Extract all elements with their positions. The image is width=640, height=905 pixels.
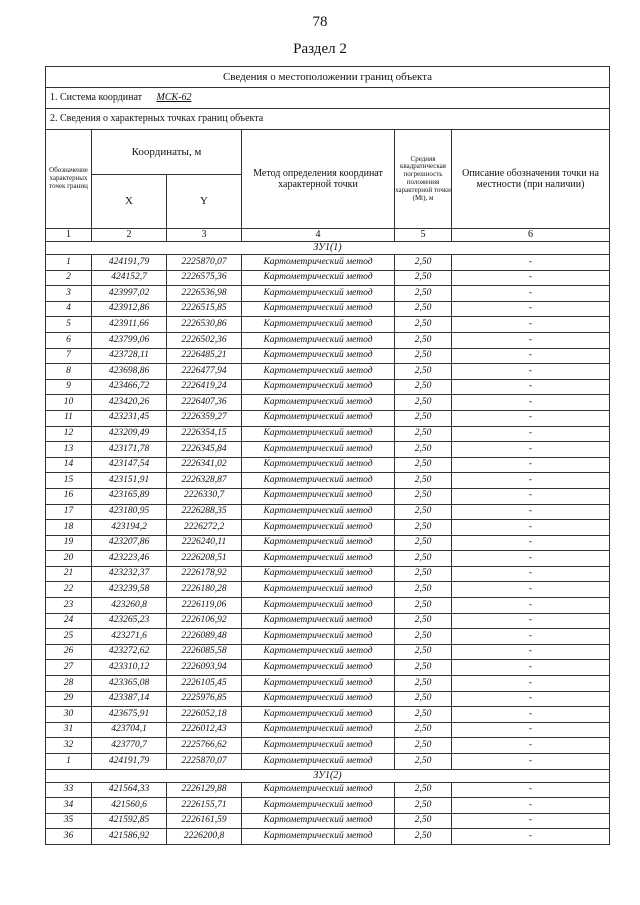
x-cell: 421592,85	[92, 813, 167, 829]
method-cell: Картометрический метод	[242, 457, 395, 473]
y-cell: 2226272,2	[167, 520, 242, 536]
x-cell: 423675,91	[92, 707, 167, 723]
point-id-cell: 30	[46, 707, 92, 723]
table-row	[46, 504, 610, 520]
table-row	[46, 364, 610, 380]
description-cell: -	[452, 660, 610, 676]
point-id-cell: 27	[46, 660, 92, 676]
description-cell: -	[452, 707, 610, 723]
method-cell: Картометрический метод	[242, 520, 395, 536]
method-cell: Картометрический метод	[242, 395, 395, 411]
table-row	[46, 566, 610, 582]
x-cell: 423799,06	[92, 332, 167, 348]
table-row	[46, 644, 610, 660]
method-cell: Картометрический метод	[242, 535, 395, 551]
y-cell: 2226093,94	[167, 660, 242, 676]
accuracy-cell: 2,50	[395, 426, 452, 442]
x-cell: 423997,02	[92, 286, 167, 302]
y-cell: 2226085,58	[167, 644, 242, 660]
accuracy-cell: 2,50	[395, 798, 452, 814]
description-cell: -	[452, 722, 610, 738]
column-numbers-row	[46, 229, 610, 242]
table-row	[46, 707, 610, 723]
method-cell: Картометрический метод	[242, 488, 395, 504]
group-name: ЗУ1(1)	[46, 242, 610, 255]
y-cell: 2226208,51	[167, 551, 242, 567]
method-cell: Картометрический метод	[242, 754, 395, 770]
y-cell: 2226119,06	[167, 598, 242, 614]
x-cell: 423698,86	[92, 364, 167, 380]
description-cell: -	[452, 829, 610, 845]
accuracy-cell: 2,50	[395, 782, 452, 798]
column-number: 5	[395, 229, 452, 242]
y-cell: 2226345,84	[167, 442, 242, 458]
method-cell: Картометрический метод	[242, 829, 395, 845]
method-cell: Картометрический метод	[242, 364, 395, 380]
point-id-cell: 22	[46, 582, 92, 598]
coordinate-system-row	[46, 88, 610, 109]
x-cell: 423912,86	[92, 301, 167, 317]
table-row	[46, 520, 610, 536]
accuracy-cell: 2,50	[395, 722, 452, 738]
method-cell: Картометрический метод	[242, 426, 395, 442]
x-cell: 423209,49	[92, 426, 167, 442]
table-row	[46, 813, 610, 829]
method-cell: Картометрический метод	[242, 598, 395, 614]
method-cell: Картометрический метод	[242, 332, 395, 348]
description-cell: -	[452, 410, 610, 426]
x-cell: 423165,89	[92, 488, 167, 504]
table-row	[46, 301, 610, 317]
point-id-cell: 33	[46, 782, 92, 798]
y-cell: 2226105,45	[167, 676, 242, 692]
y-cell: 2225766,62	[167, 738, 242, 754]
accuracy-cell: 2,50	[395, 582, 452, 598]
point-id-cell: 20	[46, 551, 92, 567]
description-cell: -	[452, 754, 610, 770]
description-cell: -	[452, 813, 610, 829]
y-cell: 2225976,85	[167, 691, 242, 707]
table-row	[46, 660, 610, 676]
table-row	[46, 691, 610, 707]
point-id-cell: 28	[46, 676, 92, 692]
x-cell: 423420,26	[92, 395, 167, 411]
table-row	[46, 598, 610, 614]
accuracy-cell: 2,50	[395, 348, 452, 364]
y-cell: 2226328,87	[167, 473, 242, 489]
header-row	[46, 130, 610, 175]
method-cell: Картометрический метод	[242, 691, 395, 707]
table-row	[46, 379, 610, 395]
method-cell: Картометрический метод	[242, 255, 395, 271]
y-cell: 2226530,86	[167, 317, 242, 333]
method-cell: Картометрический метод	[242, 813, 395, 829]
accuracy-cell: 2,50	[395, 395, 452, 411]
table-row	[46, 286, 610, 302]
method-cell: Картометрический метод	[242, 286, 395, 302]
method-cell: Картометрический метод	[242, 582, 395, 598]
y-cell: 2225870,07	[167, 754, 242, 770]
description-cell: -	[452, 442, 610, 458]
point-id-cell: 32	[46, 738, 92, 754]
x-cell: 421564,33	[92, 782, 167, 798]
point-id-cell: 12	[46, 426, 92, 442]
point-id-cell: 29	[46, 691, 92, 707]
column-number: 3	[167, 229, 242, 242]
x-cell: 423223,46	[92, 551, 167, 567]
method-cell: Картометрический метод	[242, 613, 395, 629]
table-row	[46, 829, 610, 845]
table-row	[46, 457, 610, 473]
x-cell: 424152,7	[92, 270, 167, 286]
points-heading-row	[46, 109, 610, 130]
description-cell: -	[452, 582, 610, 598]
point-id-cell: 24	[46, 613, 92, 629]
x-cell: 423466,72	[92, 379, 167, 395]
description-cell: -	[452, 488, 610, 504]
description-cell: -	[452, 566, 610, 582]
point-id-cell: 25	[46, 629, 92, 645]
method-cell: Картометрический метод	[242, 504, 395, 520]
accuracy-cell: 2,50	[395, 473, 452, 489]
section-title: Раздел 2	[293, 41, 347, 57]
accuracy-cell: 2,50	[395, 286, 452, 302]
point-id-cell: 35	[46, 813, 92, 829]
point-id-cell: 5	[46, 317, 92, 333]
method-cell: Картометрический метод	[242, 798, 395, 814]
method-cell: Картометрический метод	[242, 473, 395, 489]
point-id-cell: 14	[46, 457, 92, 473]
accuracy-cell: 2,50	[395, 738, 452, 754]
y-cell: 2226129,88	[167, 782, 242, 798]
x-cell: 423171,78	[92, 442, 167, 458]
y-cell: 2226155,71	[167, 798, 242, 814]
column-number: 1	[46, 229, 92, 242]
header-point-id: Обозначение характерных точек границ	[46, 130, 92, 229]
y-cell: 2226178,92	[167, 566, 242, 582]
x-cell: 423365,08	[92, 676, 167, 692]
accuracy-cell: 2,50	[395, 598, 452, 614]
coordinate-system-label: 1. Система координат	[50, 92, 143, 103]
y-cell: 2226485,21	[167, 348, 242, 364]
x-cell: 423704,1	[92, 722, 167, 738]
accuracy-cell: 2,50	[395, 332, 452, 348]
points-heading: 2. Сведения о характерных точках границ объекта	[46, 109, 610, 130]
point-id-cell: 6	[46, 332, 92, 348]
accuracy-cell: 2,50	[395, 829, 452, 845]
description-cell: -	[452, 286, 610, 302]
method-cell: Картометрический метод	[242, 644, 395, 660]
header-accuracy: Средняя квадратическая погрешность положения характерной точки (Mt), м	[395, 130, 452, 229]
table-row	[46, 782, 610, 798]
accuracy-cell: 2,50	[395, 566, 452, 582]
table-title-row	[46, 67, 610, 88]
point-id-cell: 23	[46, 598, 92, 614]
y-cell: 2226052,18	[167, 707, 242, 723]
point-id-cell: 9	[46, 379, 92, 395]
method-cell: Картометрический метод	[242, 782, 395, 798]
y-cell: 2226161,59	[167, 813, 242, 829]
description-cell: -	[452, 738, 610, 754]
method-cell: Картометрический метод	[242, 410, 395, 426]
method-cell: Картометрический метод	[242, 566, 395, 582]
accuracy-cell: 2,50	[395, 488, 452, 504]
table-row	[46, 535, 610, 551]
y-cell: 2226419,24	[167, 379, 242, 395]
accuracy-cell: 2,50	[395, 504, 452, 520]
y-cell: 2226330,7	[167, 488, 242, 504]
table-row	[46, 551, 610, 567]
y-cell: 2226515,85	[167, 301, 242, 317]
y-cell: 2225870,07	[167, 255, 242, 271]
table-row	[46, 473, 610, 489]
accuracy-cell: 2,50	[395, 317, 452, 333]
accuracy-cell: 2,50	[395, 270, 452, 286]
description-cell: -	[452, 551, 610, 567]
accuracy-cell: 2,50	[395, 660, 452, 676]
point-id-cell: 3	[46, 286, 92, 302]
x-cell: 421560,6	[92, 798, 167, 814]
method-cell: Картометрический метод	[242, 722, 395, 738]
column-number: 6	[452, 229, 610, 242]
header-description: Описание обозначения точки на местности (при наличии)	[452, 130, 610, 229]
y-cell: 2226089,48	[167, 629, 242, 645]
description-cell: -	[452, 644, 610, 660]
table-row	[46, 395, 610, 411]
description-cell: -	[452, 613, 610, 629]
x-cell: 423180,95	[92, 504, 167, 520]
description-cell: -	[452, 535, 610, 551]
y-cell: 2226502,36	[167, 332, 242, 348]
y-cell: 2226012,43	[167, 722, 242, 738]
point-id-cell: 11	[46, 410, 92, 426]
description-cell: -	[452, 426, 610, 442]
table-row	[46, 348, 610, 364]
method-cell: Картометрический метод	[242, 660, 395, 676]
x-cell: 423207,86	[92, 535, 167, 551]
accuracy-cell: 2,50	[395, 520, 452, 536]
point-id-cell: 13	[46, 442, 92, 458]
description-cell: -	[452, 255, 610, 271]
point-id-cell: 31	[46, 722, 92, 738]
page-number: 78	[312, 14, 328, 30]
description-cell: -	[452, 270, 610, 286]
description-cell: -	[452, 457, 610, 473]
description-cell: -	[452, 301, 610, 317]
table-title: Сведения о местоположении границ объекта	[46, 67, 610, 88]
accuracy-cell: 2,50	[395, 442, 452, 458]
method-cell: Картометрический метод	[242, 270, 395, 286]
point-id-cell: 4	[46, 301, 92, 317]
point-id-cell: 7	[46, 348, 92, 364]
accuracy-cell: 2,50	[395, 364, 452, 380]
method-cell: Картометрический метод	[242, 317, 395, 333]
description-cell: -	[452, 520, 610, 536]
table-row	[46, 442, 610, 458]
coordinate-system-value: МСК-62	[156, 92, 192, 103]
x-cell: 423260,8	[92, 598, 167, 614]
point-id-cell: 1	[46, 255, 92, 271]
accuracy-cell: 2,50	[395, 613, 452, 629]
point-id-cell: 8	[46, 364, 92, 380]
x-cell: 423272,62	[92, 644, 167, 660]
table-row	[46, 270, 610, 286]
y-cell: 2226200,8	[167, 829, 242, 845]
header-method: Метод определения координат характерной точки	[242, 130, 395, 229]
x-cell: 423387,14	[92, 691, 167, 707]
table-row	[46, 426, 610, 442]
point-id-cell: 10	[46, 395, 92, 411]
x-cell: 424191,79	[92, 255, 167, 271]
x-cell: 423310,12	[92, 660, 167, 676]
description-cell: -	[452, 504, 610, 520]
method-cell: Картометрический метод	[242, 348, 395, 364]
accuracy-cell: 2,50	[395, 691, 452, 707]
accuracy-cell: 2,50	[395, 813, 452, 829]
description-cell: -	[452, 598, 610, 614]
description-cell: -	[452, 395, 610, 411]
x-cell: 423232,37	[92, 566, 167, 582]
method-cell: Картометрический метод	[242, 738, 395, 754]
x-cell: 423239,58	[92, 582, 167, 598]
accuracy-cell: 2,50	[395, 629, 452, 645]
y-cell: 2226575,36	[167, 270, 242, 286]
x-cell: 424191,79	[92, 754, 167, 770]
accuracy-cell: 2,50	[395, 379, 452, 395]
y-cell: 2226407,36	[167, 395, 242, 411]
method-cell: Картометрический метод	[242, 551, 395, 567]
y-cell: 2226354,15	[167, 426, 242, 442]
table-row	[46, 410, 610, 426]
accuracy-cell: 2,50	[395, 676, 452, 692]
table-row	[46, 754, 610, 770]
table-row	[46, 488, 610, 504]
accuracy-cell: 2,50	[395, 535, 452, 551]
description-cell: -	[452, 782, 610, 798]
x-cell: 423194,2	[92, 520, 167, 536]
description-cell: -	[452, 332, 610, 348]
description-cell: -	[452, 473, 610, 489]
method-cell: Картометрический метод	[242, 676, 395, 692]
y-cell: 2226341,02	[167, 457, 242, 473]
y-cell: 2226477,94	[167, 364, 242, 380]
point-id-cell: 15	[46, 473, 92, 489]
y-cell: 2226359,27	[167, 410, 242, 426]
point-id-cell: 26	[46, 644, 92, 660]
group-row	[46, 242, 610, 255]
point-id-cell: 2	[46, 270, 92, 286]
x-cell: 423147,54	[92, 457, 167, 473]
x-cell: 423728,11	[92, 348, 167, 364]
accuracy-cell: 2,50	[395, 410, 452, 426]
group-row	[46, 769, 610, 782]
point-id-cell: 34	[46, 798, 92, 814]
table-row	[46, 629, 610, 645]
method-cell: Картометрический метод	[242, 379, 395, 395]
point-id-cell: 36	[46, 829, 92, 845]
table-row	[46, 255, 610, 271]
y-cell: 2226288,35	[167, 504, 242, 520]
table-row	[46, 676, 610, 692]
x-cell: 421586,92	[92, 829, 167, 845]
column-number: 2	[92, 229, 167, 242]
table-row	[46, 738, 610, 754]
y-cell: 2226240,11	[167, 535, 242, 551]
description-cell: -	[452, 676, 610, 692]
x-cell: 423271,6	[92, 629, 167, 645]
table-row	[46, 582, 610, 598]
point-id-cell: 17	[46, 504, 92, 520]
header-y: Y	[167, 175, 242, 229]
description-cell: -	[452, 348, 610, 364]
accuracy-cell: 2,50	[395, 707, 452, 723]
x-cell: 423770,7	[92, 738, 167, 754]
description-cell: -	[452, 317, 610, 333]
x-cell: 423911,66	[92, 317, 167, 333]
accuracy-cell: 2,50	[395, 255, 452, 271]
accuracy-cell: 2,50	[395, 754, 452, 770]
table-row	[46, 613, 610, 629]
x-cell: 423151,91	[92, 473, 167, 489]
description-cell: -	[452, 364, 610, 380]
description-cell: -	[452, 629, 610, 645]
accuracy-cell: 2,50	[395, 457, 452, 473]
table-row	[46, 798, 610, 814]
point-id-cell: 18	[46, 520, 92, 536]
point-id-cell: 16	[46, 488, 92, 504]
description-cell: -	[452, 691, 610, 707]
boundary-points-table	[45, 66, 610, 845]
accuracy-cell: 2,50	[395, 551, 452, 567]
description-cell: -	[452, 798, 610, 814]
y-cell: 2226106,92	[167, 613, 242, 629]
table-row	[46, 722, 610, 738]
table-row	[46, 332, 610, 348]
method-cell: Картометрический метод	[242, 707, 395, 723]
group-name: ЗУ1(2)	[46, 769, 610, 782]
x-cell: 423231,45	[92, 410, 167, 426]
method-cell: Картометрический метод	[242, 442, 395, 458]
table-row	[46, 317, 610, 333]
point-id-cell: 19	[46, 535, 92, 551]
y-cell: 2226536,98	[167, 286, 242, 302]
accuracy-cell: 2,50	[395, 301, 452, 317]
point-id-cell: 21	[46, 566, 92, 582]
column-number: 4	[242, 229, 395, 242]
point-id-cell: 1	[46, 754, 92, 770]
method-cell: Картометрический метод	[242, 301, 395, 317]
y-cell: 2226180,28	[167, 582, 242, 598]
header-coordinates: Координаты, м	[92, 130, 242, 175]
description-cell: -	[452, 379, 610, 395]
x-cell: 423265,23	[92, 613, 167, 629]
method-cell: Картометрический метод	[242, 629, 395, 645]
header-x: X	[92, 175, 167, 229]
accuracy-cell: 2,50	[395, 644, 452, 660]
